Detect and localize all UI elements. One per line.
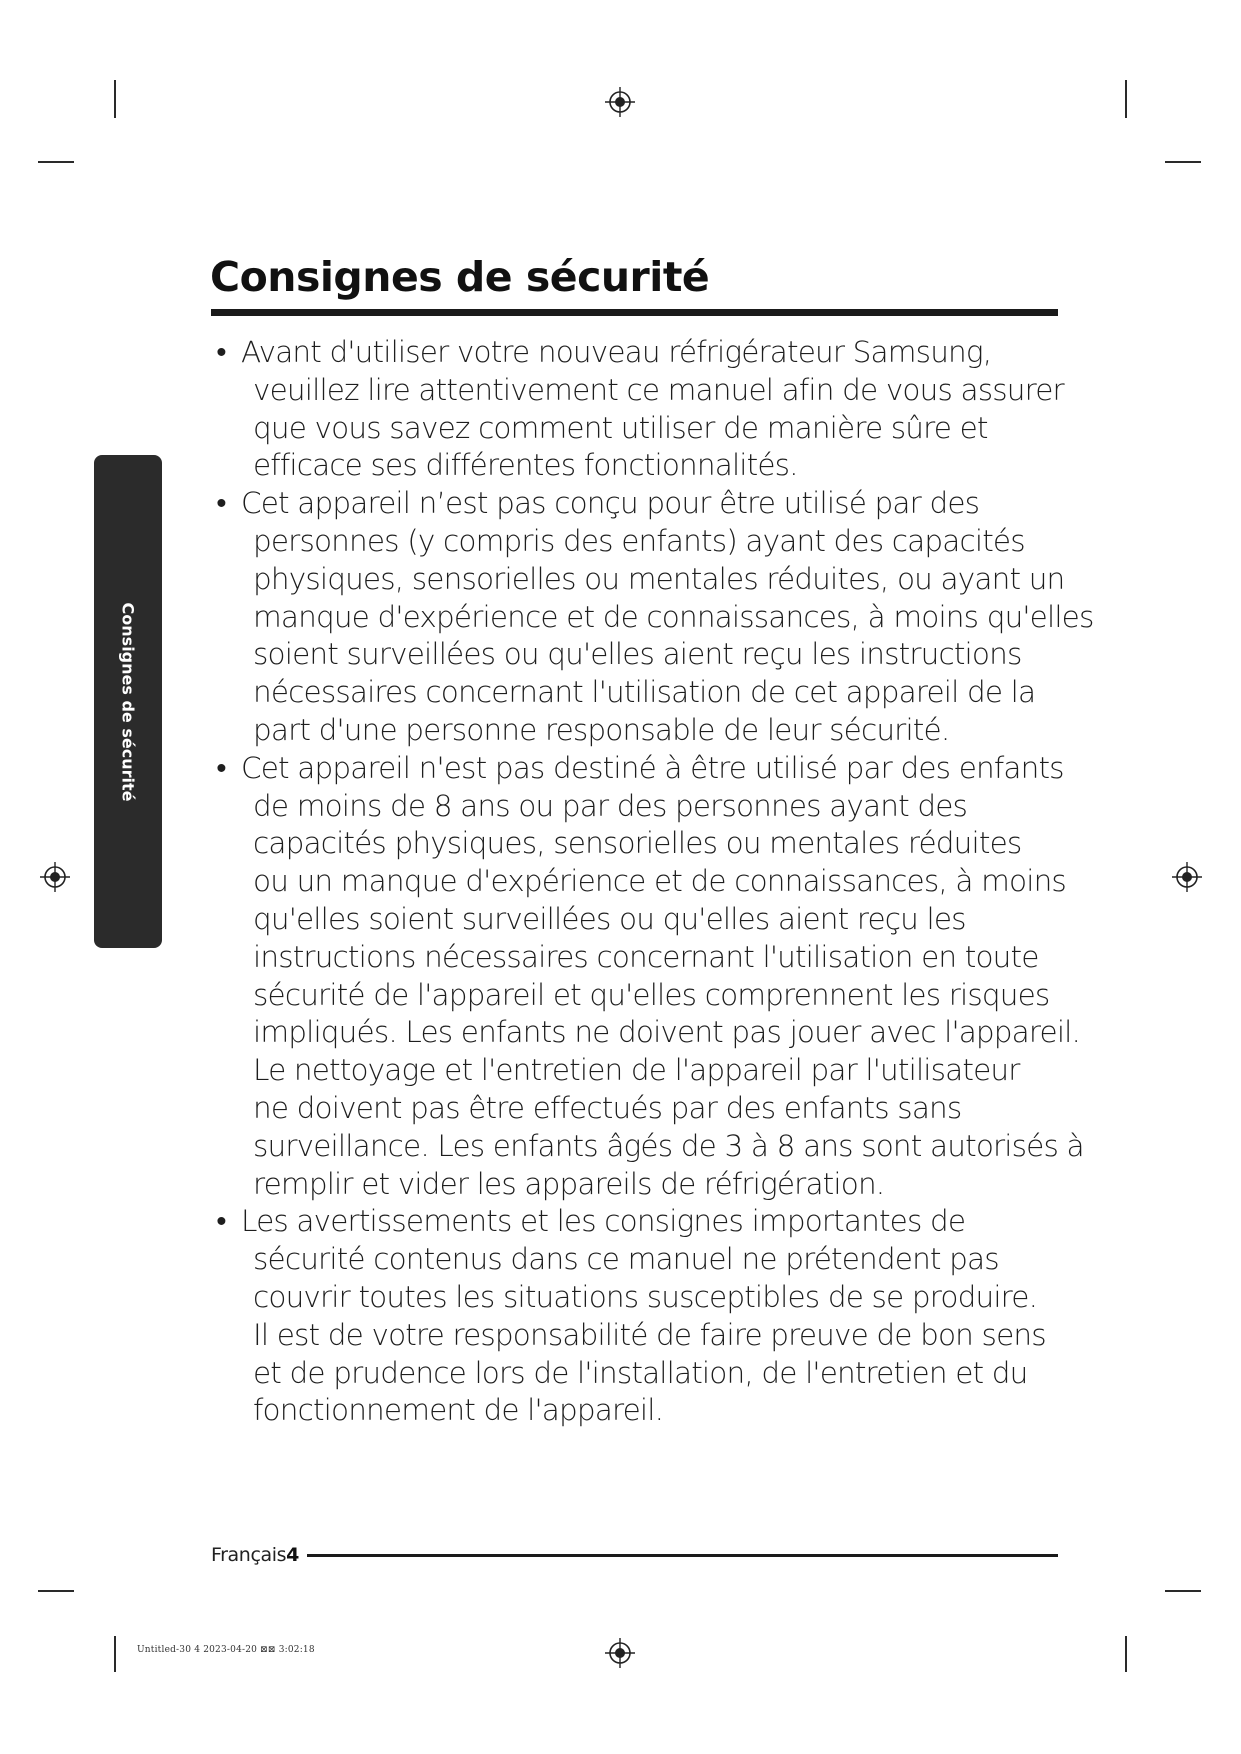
registration-mark-left-icon (40, 862, 70, 892)
text-line: Avant d'utiliser votre nouveau réfrigérateur Samsung, (241, 335, 992, 369)
list-item (211, 750, 1084, 1204)
print-slug: Untitled-30 4 2023-04-20 ⊠⊠ 3:02:18 (137, 1645, 315, 1655)
text-line: capacités physiques, sensorielles ou mentales réduites (253, 826, 1022, 861)
page-footer (211, 1542, 1058, 1568)
list-item (211, 334, 1071, 485)
crop-mark-top-left-horizontal (38, 161, 74, 163)
side-section-tab (94, 455, 162, 948)
text-line: sécurité contenus dans ce manuel ne prétendent pas (253, 1242, 999, 1277)
crop-mark-bottom-right-vertical (1125, 1636, 1127, 1672)
page-number: 4 (286, 1544, 300, 1566)
text-line: ne doivent pas être effectués par des enfants sans (253, 1090, 962, 1125)
registration-mark-right-icon (1172, 862, 1202, 892)
side-section-tab-label: Consignes de sécurité (118, 602, 138, 801)
registration-mark-top-icon (605, 87, 635, 117)
crop-mark-top-right-vertical (1125, 80, 1127, 118)
crop-mark-top-right-horizontal (1165, 161, 1201, 163)
footer-divider (307, 1554, 1058, 1557)
list-item (211, 1203, 1071, 1430)
text-line: de moins de 8 ans ou par des personnes ayant des (253, 788, 968, 823)
page-title: Consignes de sécurité (210, 253, 710, 301)
text-line: manque d'expérience et de connaissances, à moins qu'elles (253, 599, 1094, 634)
registration-mark-bottom-icon (605, 1638, 635, 1668)
text-line: Cet appareil n'est pas destiné à être utilisé par des enfants (241, 750, 1064, 785)
text-line: veuillez lire attentivement ce manuel afin de vous assurer (253, 372, 1064, 407)
text-line: Cet appareil n’est pas conçu pour être utilisé par des (241, 486, 980, 521)
text-line: impliqués. Les enfants ne doivent pas jouer avec l'appareil. (253, 1015, 1081, 1050)
text-line: que vous savez comment utiliser de manière sûre et (253, 410, 988, 445)
title-divider (211, 309, 1058, 316)
safety-instructions-list (211, 334, 1094, 1430)
text-line: couvrir toutes les situations susceptibles de se produire. (253, 1279, 1038, 1314)
text-line: soient surveillées ou qu'elles aient reçu les instructions (253, 637, 1022, 672)
bullet-icon: • (216, 335, 226, 369)
text-line: remplir et vider les appareils de réfrigération. (253, 1166, 885, 1201)
text-line: fonctionnement de l'appareil. (253, 1393, 664, 1428)
footer-language: Français (211, 1544, 287, 1566)
text-line: Il est de votre responsabilité de faire preuve de bon sens (253, 1317, 1046, 1352)
bullet-icon: • (216, 486, 226, 521)
bullet-icon: • (216, 1204, 226, 1239)
text-line: surveillance. Les enfants âgés de 3 à 8 ans sont autorisés à (253, 1128, 1084, 1163)
crop-mark-bottom-right-horizontal (1165, 1590, 1201, 1592)
text-line: efficace ses différentes fonctionnalités. (253, 448, 798, 483)
crop-mark-top-left-vertical (114, 80, 116, 118)
text-line: personnes (y compris des enfants) ayant des capacités (253, 523, 1025, 558)
crop-mark-bottom-left-horizontal (38, 1590, 74, 1592)
text-line: sécurité de l'appareil et qu'elles comprennent les risques (253, 977, 1050, 1012)
text-line: part d'une personne responsable de leur sécurité. (253, 712, 950, 747)
bullet-icon: • (216, 750, 226, 785)
list-item (211, 485, 1094, 750)
crop-mark-bottom-left-vertical (114, 1636, 116, 1672)
text-line: nécessaires concernant l'utilisation de cet appareil de la (253, 675, 1036, 710)
text-line: Les avertissements et les consignes importantes de (241, 1204, 966, 1239)
text-line: instructions nécessaires concernant l'utilisation en toute (253, 939, 1039, 974)
text-line: ou un manque d'expérience et de connaissances, à moins (253, 864, 1066, 899)
text-line: Le nettoyage et l'entretien de l'appareil par l'utilisateur (253, 1053, 1020, 1088)
text-line: et de prudence lors de l'installation, de l'entretien et du (253, 1355, 1028, 1390)
text-line: qu'elles soient surveillées ou qu'elles aient reçu les (253, 901, 966, 936)
text-line: physiques, sensorielles ou mentales réduites, ou ayant un (253, 561, 1065, 596)
